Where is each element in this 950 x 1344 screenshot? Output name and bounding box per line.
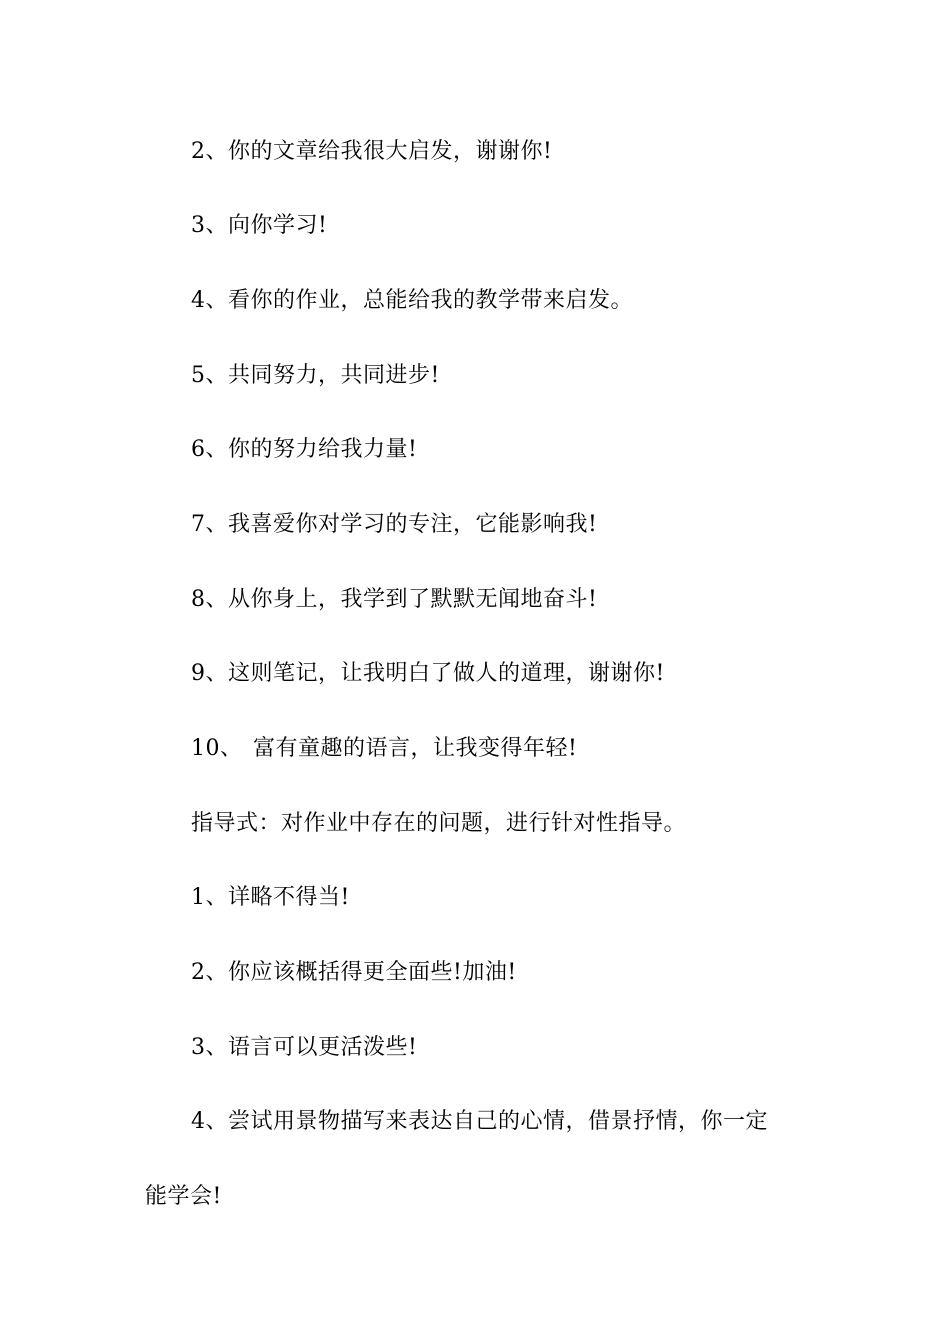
praise-item-3: 3、向你学习! <box>191 213 328 238</box>
guidance-item-2: 2、你应该概括得更全面些!加油! <box>191 960 517 985</box>
praise-item-10-text: 富有童趣的语言，让我变得年轻! <box>253 736 578 761</box>
praise-item-7: 7、我喜爱你对学习的专注，它能影响我! <box>191 512 598 537</box>
praise-item-8: 8、从你身上，我学到了默默无闻地奋斗! <box>191 587 598 612</box>
praise-item-2: 2、你的文章给我很大启发，谢谢你! <box>191 139 553 164</box>
guidance-item-4-continuation: 能学会! <box>145 1184 222 1209</box>
praise-item-6: 6、你的努力给我力量! <box>191 437 418 462</box>
praise-item-10 <box>191 734 577 764</box>
praise-item-9: 9、这则笔记，让我明白了做人的道理，谢谢你! <box>191 661 665 686</box>
praise-item-4: 4、看你的作业，总能给我的教学带来启发。 <box>191 288 633 313</box>
praise-item-5: 5、共同努力，共同进步! <box>191 363 440 388</box>
guidance-item-4: 4、尝试用景物描写来表达自己的心情，借景抒情，你一定 <box>191 1109 768 1134</box>
guidance-item-1: 1、详略不得当! <box>191 885 350 910</box>
guidance-item-3: 3、语言可以更活泼些! <box>191 1035 418 1060</box>
guidance-heading: 指导式：对作业中存在的问题，进行针对性指导。 <box>191 811 687 836</box>
praise-item-10-number: 10、 <box>191 736 243 761</box>
